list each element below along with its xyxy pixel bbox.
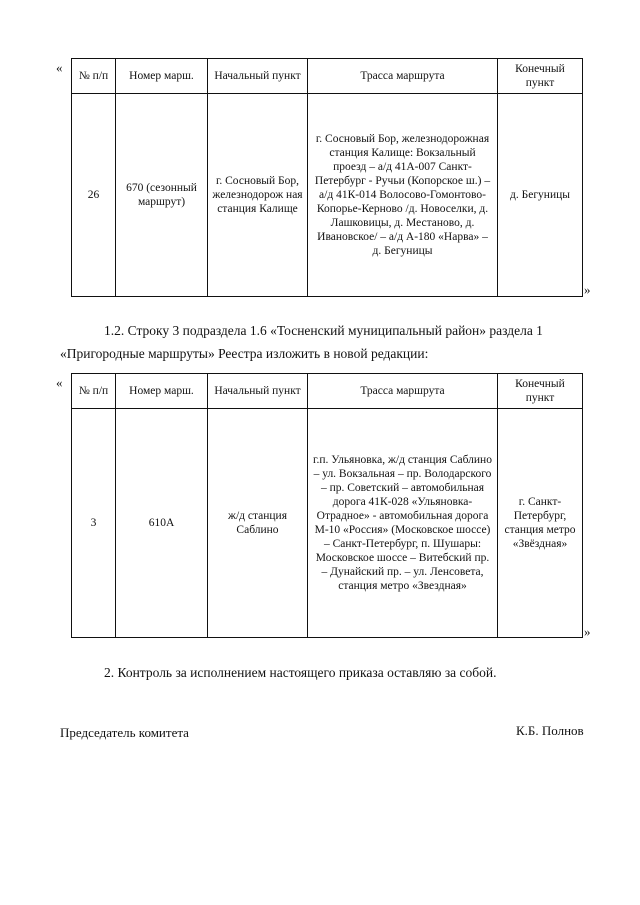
cell-end-point: г. Санкт-Петербург, станция метро «Звёздная» — [498, 409, 583, 638]
paragraph-1-2-line-2: «Пригородные маршруты» Реестра изложить в новой редакции: — [60, 346, 429, 361]
paragraph-1-2-line-1: 1.2. Строку 3 подраздела 1.6 «Тосненский муниципальный район» раздела 1 — [104, 323, 543, 338]
open-quote-1: « — [56, 60, 63, 75]
header-start-point: Начальный пункт — [208, 374, 308, 409]
cell-end-point: д. Бегуницы — [498, 94, 583, 297]
cell-start-point: ж/д станция Саблино — [208, 409, 308, 638]
table-row — [72, 94, 583, 297]
header-route-path: Трасса маршрута — [308, 374, 498, 409]
paragraph-2: 2. Контроль за исполнением настоящего приказа оставляю за собой. — [104, 665, 497, 680]
table-header-row — [72, 374, 583, 409]
header-route-path: Трасса маршрута — [308, 59, 498, 94]
close-quote-2: » — [584, 624, 591, 639]
cell-route-path: г.п. Ульяновка, ж/д станция Саблино – ул. Вокзальная – пр. Володарского – пр. Советский – автомобильная дорога 41К-028 «Ульяновка-Отрадное» - автомобильная дорога М-10 «Россия» (Московское шоссе) – Санкт-Петербург, п. Шушары: Московское шоссе – Витебский пр. – Дунайский пр. – ул. Ленсовета, станция метро «Звездная» — [308, 409, 498, 638]
table-header-row — [72, 59, 583, 94]
cell-num: 26 — [72, 94, 116, 297]
table-row — [72, 409, 583, 638]
routes-table-1 — [71, 58, 583, 297]
header-route-number: Номер марш. — [116, 59, 208, 94]
signer-position: Председатель комитета — [60, 725, 189, 740]
header-end-point: Конечный пункт — [498, 374, 583, 409]
cell-route-number: 670 (сезонный маршрут) — [116, 94, 208, 297]
header-num: № п/п — [72, 59, 116, 94]
close-quote-1: » — [584, 282, 591, 297]
cell-start-point: г. Сосновый Бор, железнодорож ная станция Калище — [208, 94, 308, 297]
cell-route-number: 610А — [116, 409, 208, 638]
header-end-point: Конечный пункт — [498, 59, 583, 94]
cell-num: 3 — [72, 409, 116, 638]
signer-name: К.Б. Полнов — [516, 723, 584, 738]
header-start-point: Начальный пункт — [208, 59, 308, 94]
open-quote-2: « — [56, 375, 63, 390]
header-route-number: Номер марш. — [116, 374, 208, 409]
header-num: № п/п — [72, 374, 116, 409]
cell-route-path: г. Сосновый Бор, железнодорожная станция Калище: Вокзальный проезд – а/д 41А-007 Санкт-Петербург - Ручьи (Копорское ш.) – а/д 41К-014 Волосово-Гомонтово-Копорье-Керново /д. Новоселки, д. Лашковицы, д. Местаново, д. Ивановское/ – а/д А-180 «Нарва» – д. Бегуницы — [308, 94, 498, 297]
routes-table-2 — [71, 373, 583, 638]
